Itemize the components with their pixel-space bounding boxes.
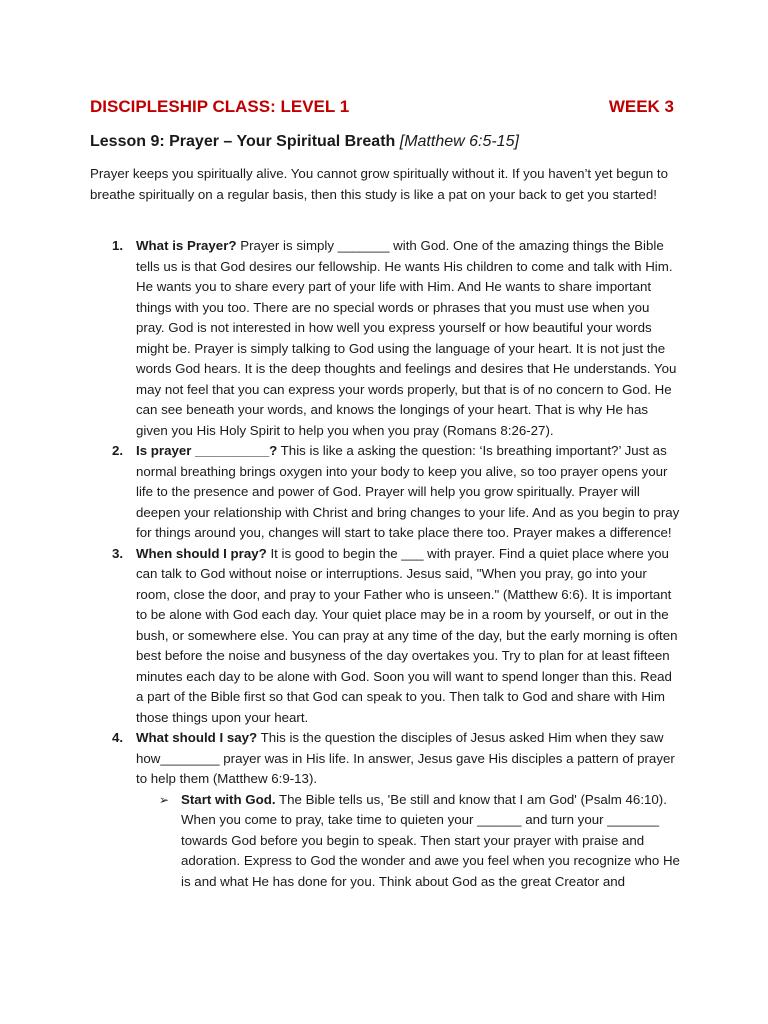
list-item	[90, 441, 680, 544]
week-label: WEEK 3	[608, 97, 674, 116]
question-list	[90, 236, 680, 892]
item-number: 3.	[112, 545, 124, 561]
item-question: Is prayer __________?	[136, 443, 278, 458]
item-number: 1.	[112, 238, 124, 253]
item-text: This is the question the disciples of Jesus asked Him when they saw how________ prayer was in His life. In answer, Jesus gave His disciples a pattern of prayer to help them (Matthew 6:9-13).	[136, 730, 675, 786]
item-question: When should I pray?	[136, 545, 267, 561]
sub-list-item	[136, 790, 680, 893]
item-number: 2.	[112, 443, 124, 458]
item-text: It is good to begin the ___ with prayer. Find a quiet place where you can talk to God without noise or interruptions. Jesus said, "When you pray, go into your room, close the door, and pray to your Father who is unseen." (Matthew 6:6). It is important to be alone with God each day. Your quiet place may be in a room by yourself, or out in the bush, or somewhere else. You can pray at any time of the day, but the early morning is often best before the noise and busyness of the day overtakes you. Try to plan for at least fifteen minutes each day to be alone with God. Soon you will want to spend longer than this. Read a part of the Bible first so that God can speak to you. Then talk to God and share with Him those things upon your heart.	[136, 545, 678, 725]
intro-text: Prayer keeps you spiritually alive. You cannot grow spiritually without it. If you haven’t yet begun to breathe spiritually on a regular basis, then this study is like a pat on your back to get you started!	[90, 166, 668, 202]
intro-paragraph	[90, 164, 680, 205]
arrow-bullet-icon: ➢	[159, 792, 170, 807]
sub-item-heading: Start with God.	[181, 791, 276, 807]
lesson-name: Lesson 9: Prayer – Your Spiritual Breath	[90, 133, 396, 150]
list-item	[90, 236, 680, 441]
list-item	[90, 728, 680, 892]
item-text: This is like a asking the question: ‘Is breathing important?’ Just as normal breathing brings oxygen into your body to keep you alive, so too prayer opens your life to the presence and power of God. Prayer will help you grow spiritually. Prayer will deepen your relationship with Christ and bring changes to your life. And as you begin to pray for things around you, changes will start to take place there too. Prayer makes a difference!	[136, 443, 680, 540]
lesson-title	[90, 131, 690, 153]
item-question: What should I say?	[136, 730, 258, 745]
item-question: What is Prayer?	[136, 238, 237, 253]
sub-list	[136, 790, 680, 893]
scripture-reference: [Matthew 6:5-15]	[399, 133, 519, 150]
item-text: Prayer is simply _______ with God. One of the amazing things the Bible tells us is that God desires our fellowship. He wants His children to come and talk with Him. He wants you to share every part of your life with Him. And He wants to share important things with you too. There are no special words or phrases that you must use when you pray. God is not interested in how well you express yourself or how beautiful your words might be. Prayer is simply talking to God using the language of your heart. It is not just the words God hears. It is the deep thoughts and feelings and desires that He understands. You may not feel that you can express your words properly, but that is of no concern to God. He can see beneath your words, and knows the longings of your heart. That is why He has given you His Holy Spirit to help you when you pray (Romans 8:26-27).	[136, 238, 677, 438]
page-header	[90, 96, 674, 118]
item-number: 4.	[112, 730, 124, 745]
sub-item-text: The Bible tells us, 'Be still and know that I am God' (Psalm 46:10). When you come to pray, take time to quieten your ______ and turn your _______ towards God before you begin to speak. Then start your prayer with praise and adoration. Express to God the wonder and awe you feel when you recognize who He is and what He has done for you. Think about God as the great Creator and	[181, 791, 680, 889]
list-item	[90, 544, 680, 729]
class-title: DISCIPLESHIP CLASS: LEVEL 1	[90, 97, 350, 116]
